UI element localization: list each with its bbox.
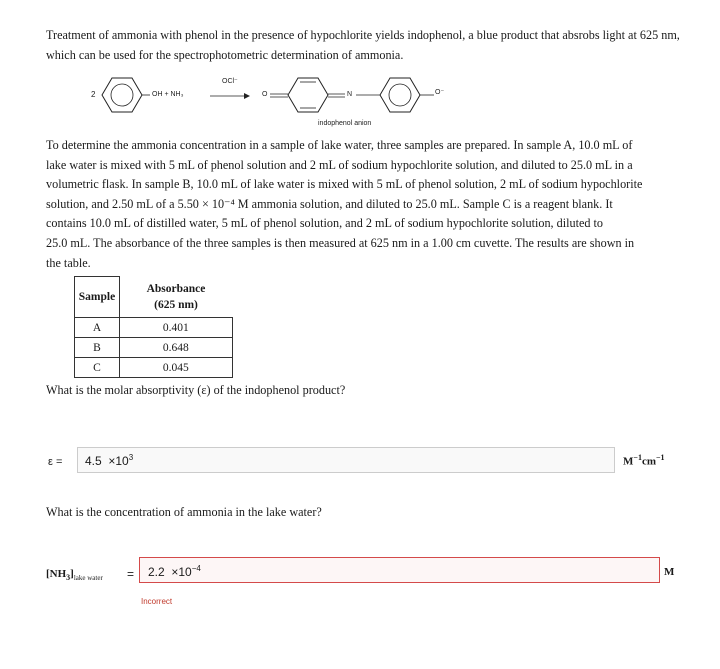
reagent-label: OH + NH₃ — [152, 91, 184, 98]
table-row — [75, 318, 233, 338]
question-1: What is the molar absorptivity (ε) of the indophenol product? — [46, 383, 346, 397]
absorbance-header-line2: (625 nm) — [154, 298, 198, 311]
arrow-label: OCl⁻ — [222, 78, 238, 85]
procedure-line: 25.0 mL. The absorbance of the three samples is then measured at 625 nm in a 1.00 cm cuvette. The results are shown in — [46, 235, 635, 250]
answer1-times: ×10 — [108, 454, 129, 468]
answer2-exponent: −4 — [191, 564, 201, 573]
absorbance-cell: 0.045 — [120, 358, 233, 378]
intro-text: Treatment of ammonia with phenol in the presence of hypochlorite yields indophenol, a blue product that absrobs light at 625 nm, which can be used for the spectrophotometric determination of ammonia. — [46, 28, 680, 62]
product-caption: indophenol anion — [318, 120, 372, 127]
phenol-ring-icon — [0, 0, 720, 140]
procedure-line: volumetric flask. In sample B, 10.0 mL of lake water is mixed with 5 mL of phenol solution, 2 mL of sodium hypochlorite — [46, 177, 643, 192]
procedure-line: contains 10.0 mL of distilled water, 5 mL of phenol solution, and 2 mL of sodium hypochlorite solution, diluted to — [46, 216, 604, 231]
sample-cell: B — [75, 338, 120, 358]
absorbance-cell: 0.401 — [120, 318, 233, 338]
answer2-mantissa: 2.2 — [148, 565, 165, 579]
question-2: What is the concentration of ammonia in the lake water? — [46, 505, 322, 519]
molar-absorptivity-input[interactable] — [77, 447, 615, 473]
ammonia-concentration-input[interactable] — [139, 557, 660, 583]
nh-sub3: 3 — [66, 573, 71, 583]
unit-cm: cm — [641, 455, 656, 468]
procedure-line: the table. — [46, 255, 91, 270]
procedure-line: lake water is mixed with 5 mL of phenol solution and 2 mL of sodium hypochlorite solution, and diluted to 25.0 mL in a — [46, 157, 633, 172]
nh-bracket: ] — [70, 568, 74, 580]
sample-cell: A — [75, 318, 120, 338]
answer2-value — [148, 564, 201, 579]
ammonia-label — [46, 568, 103, 582]
answer1-unit — [623, 453, 665, 468]
product-o-label: O — [262, 91, 268, 98]
absorbance-table — [74, 276, 233, 378]
unit-m-exp: −1 — [633, 453, 642, 462]
answer1-value — [85, 453, 133, 468]
table-header-row — [75, 277, 233, 318]
answer1-exponent: 3 — [128, 453, 134, 462]
answer2-times: ×10 — [171, 565, 192, 579]
unit-m: M — [623, 455, 634, 468]
absorbance-cell: 0.648 — [120, 338, 233, 358]
table-row — [75, 358, 233, 378]
nh-label: [NH — [46, 568, 67, 580]
status-incorrect: Incorrect — [141, 597, 173, 606]
answer2-unit: M — [664, 566, 675, 578]
table-row — [75, 338, 233, 358]
absorbance-header — [120, 277, 233, 318]
product-n-label: N — [347, 91, 353, 98]
sample-cell: C — [75, 358, 120, 378]
procedure-line: solution, and 2.50 mL of a 5.50 × 10⁻⁴ M ammonia solution, and diluted to 25.0 mL. Sample C is a reagent blank. It — [46, 196, 613, 211]
unit-cm-exp: −1 — [656, 453, 665, 462]
product-ominus-label: O⁻ — [435, 89, 445, 96]
answer1-mantissa: 4.5 — [85, 454, 102, 468]
procedure-line: To determine the ammonia concentration in a sample of lake water, three samples are prepared. In sample A, 10.0 mL of — [46, 138, 633, 152]
lake-water-sub: lake water — [73, 574, 103, 583]
epsilon-label: ε = — [48, 456, 63, 468]
equals-sign: = — [127, 567, 135, 581]
reaction-coefficient: 2 — [91, 90, 96, 99]
absorbance-header-line1: Absorbance — [146, 282, 206, 295]
procedure-text — [46, 136, 696, 273]
sample-header: Sample — [75, 277, 120, 318]
